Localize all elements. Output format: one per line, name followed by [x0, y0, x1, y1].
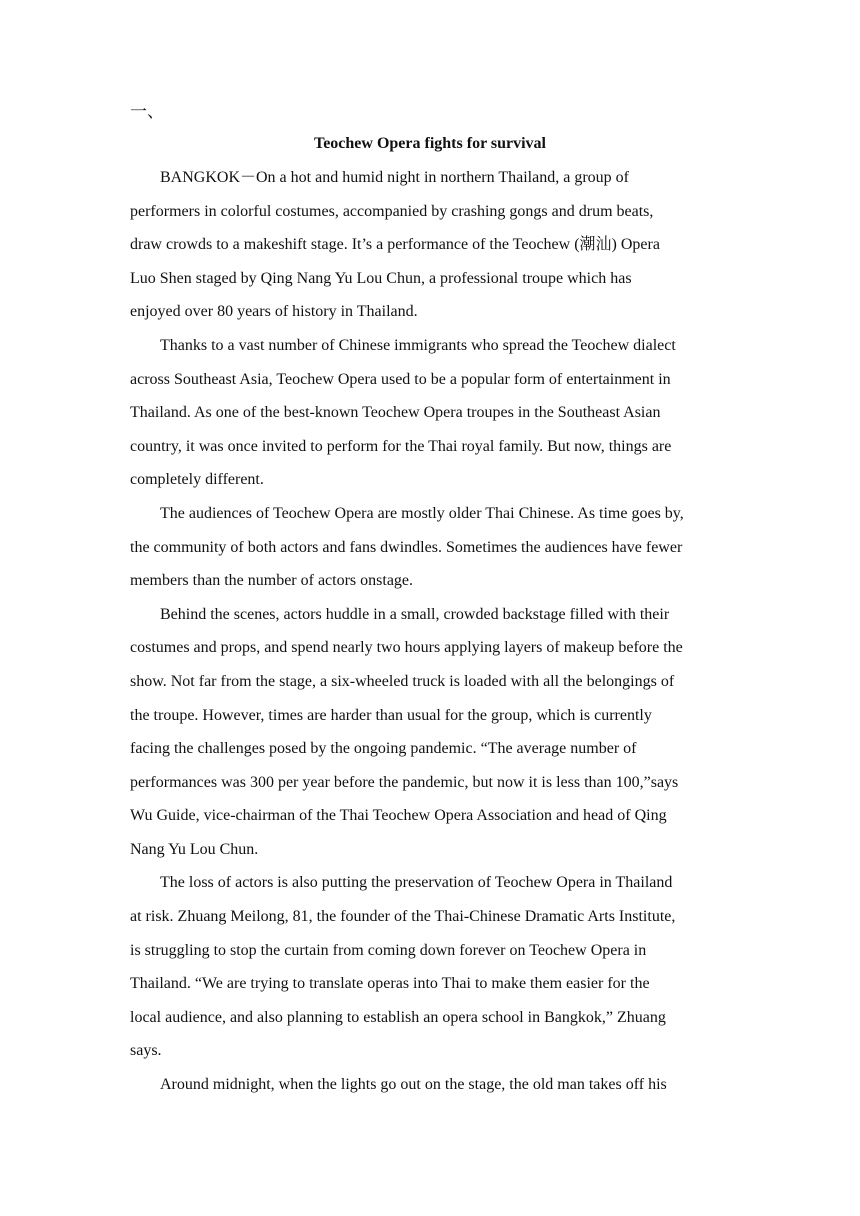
text-line: costumes and props, and spend nearly two hours applying layers of makeup before the — [130, 639, 683, 657]
text-line: Nang Yu Lou Chun. — [130, 840, 259, 858]
text-line: Thailand. “We are trying to translate operas into Thai to make them easier for the — [130, 975, 650, 993]
section-number: 一、 — [130, 102, 164, 121]
text-line: Luo Shen staged by Qing Nang Yu Lou Chun, a professional troupe which has — [130, 269, 632, 287]
text-line: show. Not far from the stage, a six-wheeled truck is loaded with all the belongings of — [130, 672, 675, 690]
paragraph — [130, 1068, 730, 1102]
text-line: across Southeast Asia, Teochew Opera used to be a popular form of entertainment in — [130, 370, 671, 388]
text-line: Behind the scenes, actors huddle in a small, crowded backstage filled with their — [160, 605, 670, 623]
paragraph — [130, 866, 730, 1068]
text-line: BANGKOK－On a hot and humid night in northern Thailand, a group of — [160, 169, 629, 186]
paragraph — [130, 161, 730, 329]
text-line: facing the challenges posed by the ongoing pandemic. “The average number of — [130, 740, 637, 758]
paragraph — [130, 329, 730, 497]
text-line: performances was 300 per year before the pandemic, but now it is less than 100,”says — [130, 773, 679, 791]
text-line: The loss of actors is also putting the preservation of Teochew Opera in Thailand — [160, 874, 673, 892]
text-line: performers in colorful costumes, accompanied by crashing gongs and drum beats, — [130, 202, 654, 220]
text-line: The audiences of Teochew Opera are mostly older Thai Chinese. As time goes by, — [160, 504, 684, 522]
text-line: the troupe. However, times are harder than usual for the group, which is currently — [130, 706, 652, 724]
text-line: enjoyed over 80 years of history in Thailand. — [130, 303, 418, 321]
paragraph — [130, 497, 730, 598]
text-line: Wu Guide, vice-chairman of the Thai Teochew Opera Association and head of Qing — [130, 807, 667, 825]
text-line: members than the number of actors onstage. — [130, 572, 414, 590]
text-line: Around midnight, when the lights go out on the stage, the old man takes off his — [160, 1076, 667, 1094]
article-title: Teochew Opera fights for survival — [314, 135, 546, 152]
text-line: is struggling to stop the curtain from coming down forever on Teochew Opera in — [130, 941, 647, 959]
text-line: local audience, and also planning to establish an opera school in Bangkok,” Zhuang — [130, 1008, 666, 1026]
article-body — [130, 161, 730, 1102]
text-line: at risk. Zhuang Meilong, 81, the founder of the Thai-Chinese Dramatic Arts Institute, — [130, 908, 676, 926]
text-line: country, it was once invited to perform for the Thai royal family. But now, things are — [130, 437, 672, 455]
text-line: says. — [130, 1042, 162, 1060]
text-line: Thailand. As one of the best-known Teochew Opera troupes in the Southeast Asian — [130, 404, 661, 422]
text-line: Thanks to a vast number of Chinese immigrants who spread the Teochew dialect — [160, 336, 676, 354]
paragraph — [130, 598, 730, 867]
text-line: completely different. — [130, 471, 264, 489]
text-line: the community of both actors and fans dwindles. Sometimes the audiences have fewer — [130, 538, 683, 556]
text-line: draw crowds to a makeshift stage. It’s a performance of the Teochew (潮汕) Opera — [130, 236, 660, 254]
